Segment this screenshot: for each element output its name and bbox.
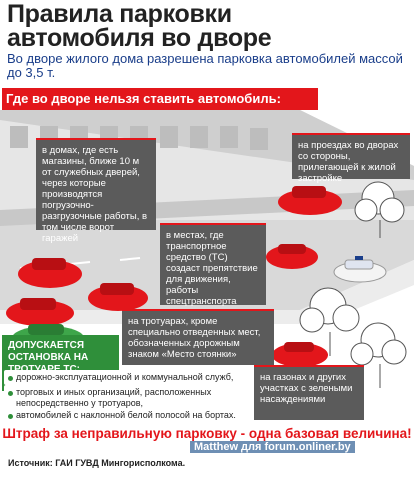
note-sidewalks bbox=[122, 309, 274, 365]
allowed-item bbox=[4, 370, 252, 385]
prohibited-banner: Где во дворе нельзя ставить автомобиль: bbox=[2, 88, 318, 110]
note-obstacle bbox=[160, 223, 266, 305]
note-shops bbox=[36, 138, 156, 244]
allowed-item-text: торговых и иных организаций, расположенных непосредственно у тротуаров, bbox=[16, 387, 212, 408]
allowed-item-text: дорожно-эксплуатационной и коммунальной служб, bbox=[16, 372, 234, 382]
note-passages-text: на проездах во дворах со стороны, прилегающей к жилой застройке bbox=[298, 140, 399, 184]
note-lawns-text: на газонах и других участках с зелеными насаждениями bbox=[260, 372, 353, 405]
allowed-heading: ДОПУСКАЕТСЯ ОСТАНОВКА НА bbox=[2, 335, 119, 391]
subtitle: Во дворе жилого дома разрешена парковка автомобилей массой до 3,5 т. bbox=[7, 51, 403, 80]
source-caption: Источник: ГАИ ГУВД Мингорисполкома. bbox=[8, 458, 186, 468]
allowed-item bbox=[4, 408, 252, 423]
note-passages bbox=[292, 133, 410, 184]
allowed-list bbox=[2, 366, 252, 420]
page-title: Правила парковки автомобиля во дворе bbox=[7, 0, 272, 52]
car-red-6 bbox=[272, 342, 328, 367]
allowed-item-text: автомобилей с наклонной белой полосой на бортах. bbox=[16, 410, 236, 420]
fine-notice: Штраф за неправильную парковку - одна базовая величина! bbox=[2, 426, 412, 441]
note-obstacle-text: в местах, где транспортное средство (ТС) создаст препятствие для движения, работы спецтранспорта bbox=[166, 230, 258, 307]
note-lawns bbox=[254, 365, 364, 420]
note-sidewalks-text: на тротуарах, кроме специально отведенных мест, обозначенных дорожным знаком «Место стоянки» bbox=[128, 316, 261, 360]
watermark: Matthew для forum.onliner.by bbox=[190, 441, 355, 453]
note-shops-text: в домах, где есть магазины, ближе 10 м от служебных дверей, через которые производятся погрузочно-разгрузочные работы, в том числе ворот гаражей bbox=[42, 145, 148, 244]
